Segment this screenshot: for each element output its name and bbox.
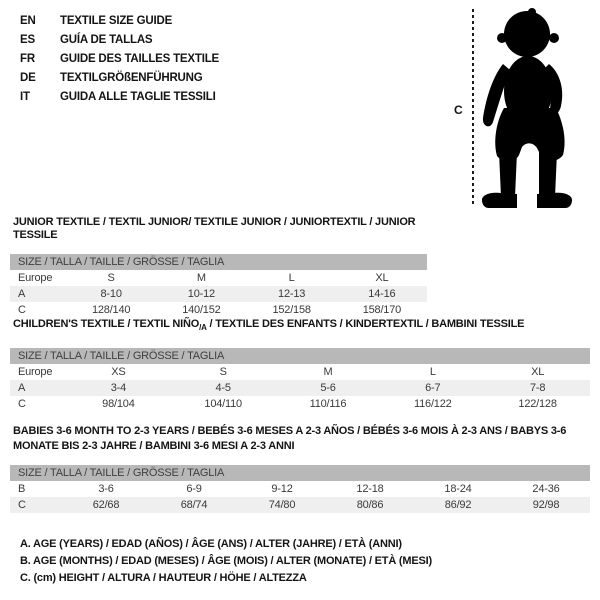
cell: 12-18 <box>356 483 384 495</box>
row-label: Europe <box>18 366 53 379</box>
cell: 122/128 <box>518 398 557 411</box>
size-header: SIZE / TALLA / TAILLE / GRÖSSE / TAGLIA <box>10 465 590 481</box>
children-table-section <box>10 318 590 412</box>
right-ear-shape <box>549 33 559 43</box>
row-label: C <box>18 398 26 411</box>
children-title-post: / TEXTILE DES ENFANTS / KINDERTEXTIL / BAMBINI TESSILE <box>206 318 525 330</box>
size-header-row <box>10 254 427 270</box>
table-row-europe <box>10 270 427 286</box>
children-title-sub: /A <box>199 323 207 333</box>
cell: M <box>196 272 206 284</box>
cell: 116/122 <box>414 398 452 411</box>
cell: 6-7 <box>425 382 441 395</box>
language-title: GUIDE DES TAILLES TEXTILE <box>60 53 219 65</box>
language-code: DE <box>20 72 36 84</box>
height-measure-label: C <box>454 103 463 117</box>
language-row <box>20 12 219 31</box>
cell: 74/80 <box>268 499 296 511</box>
cell: 128/140 <box>91 304 131 316</box>
cell: 4-5 <box>215 382 231 395</box>
cell: 18-24 <box>444 483 472 495</box>
row-label: A <box>18 382 26 395</box>
children-size-table <box>10 348 590 412</box>
left-leg-shape <box>499 152 517 197</box>
cell: 104/110 <box>204 398 242 411</box>
cell: 86/92 <box>444 499 472 511</box>
table-row-height <box>10 396 590 412</box>
cell: 24-36 <box>532 483 560 495</box>
language-code: IT <box>20 91 30 103</box>
footnotes <box>20 536 432 587</box>
table-row-height <box>10 302 427 318</box>
size-header-row <box>10 465 590 481</box>
table-row-height <box>10 497 590 513</box>
size-header: SIZE / TALLA / TAILLE / GRÖSSE / TAGLIA <box>10 254 427 270</box>
table-row-age-months <box>10 481 590 497</box>
cell: XL <box>375 272 389 284</box>
size-header-row <box>10 348 590 364</box>
cell: L <box>288 272 295 284</box>
cell: 3-4 <box>110 382 127 395</box>
language-title: GUÍA DE TALLAS <box>60 34 153 46</box>
table-row-age <box>10 286 427 302</box>
babies-size-table <box>10 465 590 513</box>
cell: 140/152 <box>182 304 221 316</box>
cell: 92/98 <box>532 499 560 511</box>
cell: 68/74 <box>180 499 208 511</box>
cell: 152/158 <box>272 304 311 316</box>
right-leg-shape <box>539 152 557 197</box>
language-row <box>20 31 219 50</box>
language-code: ES <box>20 34 35 46</box>
cell: 62/68 <box>92 499 120 511</box>
cell: XL <box>531 366 545 379</box>
language-row <box>20 50 219 69</box>
footnote-c: C. (cm) HEIGHT / ALTURA / HAUTEUR / HÖHE / ALTEZZA <box>20 572 307 584</box>
language-row <box>20 88 219 107</box>
language-code: EN <box>20 15 36 27</box>
size-header: SIZE / TALLA / TAILLE / GRÖSSE / TAGLIA <box>10 348 590 364</box>
right-foot-shape <box>537 193 572 208</box>
toddler-silhouette <box>477 6 577 208</box>
cell: 12-13 <box>278 288 306 300</box>
children-title-pre: CHILDREN'S TEXTILE / TEXTIL NIÑO <box>13 318 200 330</box>
cell: 10-12 <box>187 288 215 300</box>
babies-table-section <box>10 424 590 513</box>
language-title: TEXTILE SIZE GUIDE <box>60 15 173 27</box>
cell: 3-6 <box>98 483 114 495</box>
table-row-europe <box>10 364 590 380</box>
cell: 14-16 <box>368 288 396 300</box>
head-shape <box>504 11 550 57</box>
hair-tuft-shape <box>528 8 536 16</box>
cell: 110/116 <box>309 398 347 411</box>
babies-table-title: BABIES 3-6 MONTH TO 2-3 YEARS / BEBÉS 3-6 MESES A 2-3 AÑOS / BÉBÉS 3-6 MOIS À 2-3 ANS / BABYS 3-6 MONATE BIS 2-3 JAHRE / BAMBINI 3-6 MESI A 2-3 ANNI <box>13 425 567 452</box>
cell: 6-9 <box>186 483 202 495</box>
cell: 5-6 <box>320 382 336 395</box>
cell: S <box>219 366 227 379</box>
table-row-age <box>10 380 590 396</box>
junior-size-table <box>10 254 427 318</box>
cell: 7-8 <box>529 382 546 395</box>
junior-table-section <box>10 216 427 318</box>
row-label: B <box>18 483 26 495</box>
cell: 80/86 <box>356 499 384 511</box>
row-label: A <box>18 288 26 300</box>
language-code: FR <box>20 53 35 65</box>
junior-table-title: JUNIOR TEXTILE / TEXTIL JUNIOR/ TEXTILE JUNIOR / JUNIORTEXTIL / JUNIOR TESSILE <box>13 216 416 241</box>
row-label: Europe <box>18 272 53 284</box>
language-title: TEXTILGRÖßENFÜHRUNG <box>60 72 203 84</box>
row-label: C <box>18 304 26 316</box>
footnote-b: B. AGE (MONTHS) / EDAD (MESES) / ÂGE (MOIS) / ALTER (MONATE) / ETÀ (MESI) <box>20 555 432 567</box>
footnote-a: A. AGE (YEARS) / EDAD (AÑOS) / ÂGE (ANS) / ALTER (JAHRE) / ETÀ (ANNI) <box>20 538 402 550</box>
language-row <box>20 69 219 88</box>
children-table-title <box>10 318 590 334</box>
left-foot-shape <box>482 193 517 208</box>
cell: 98/104 <box>102 398 135 411</box>
cell: 8-10 <box>100 288 122 300</box>
cell: M <box>323 366 333 379</box>
left-ear-shape <box>497 33 507 43</box>
cell: L <box>429 366 436 379</box>
cell: 158/170 <box>362 304 402 316</box>
cell: S <box>107 272 115 284</box>
language-title: GUIDA ALLE TAGLIE TESSILI <box>60 91 216 103</box>
row-label: C <box>18 499 26 511</box>
cell: 9-12 <box>271 483 293 495</box>
height-measure-dashed-line <box>472 9 474 206</box>
language-list <box>20 12 219 107</box>
cell: XS <box>111 366 126 379</box>
